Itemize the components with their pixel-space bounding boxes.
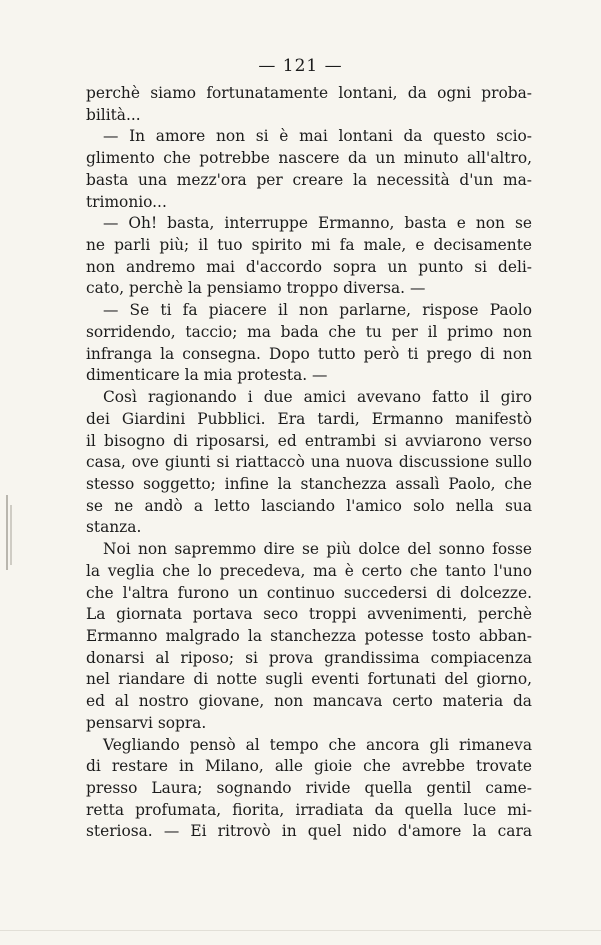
text-line: — In amore non si è mai lontani da questo scio- (103, 127, 532, 146)
text-line: basta una mezz'ora per creare la necessità d'un ma- (86, 170, 532, 189)
text-line: Ermanno malgrado la stanchezza potesse tosto abban- (86, 626, 532, 645)
text-line: Vegliando pensò al tempo che ancora gli rimaneva (103, 735, 532, 754)
text-line: donarsi al riposo; si prova grandissima compiacenza (86, 648, 532, 667)
text-line: dei Giardini Pubblici. Era tardi, Ermanno manifestò (86, 409, 532, 428)
text-line: ne parli più; il tuo spirito mi fa male, e decisamente (86, 236, 532, 255)
margin-mark (10, 505, 12, 565)
text-line: infranga la consegna. Dopo tutto però ti prego di non (86, 344, 532, 363)
text-line: sorridendo, taccio; ma bada che tu per il primo non (86, 322, 532, 341)
text-line: di restare in Milano, alle gioie che avrebbe trovate (86, 757, 532, 776)
text-line: bilità... (86, 105, 141, 124)
text-line: la veglia che lo precedeva, ma è certo che tanto l'uno (86, 561, 532, 580)
text-line: non andremo mai d'accordo sopra un punto si deli- (86, 257, 532, 276)
text-line: Così ragionando i due amici avevano fatto il giro (103, 388, 532, 407)
text-line: pensarvi sopra. (86, 713, 207, 732)
margin-mark (6, 495, 8, 570)
page-edge (0, 930, 601, 931)
text-line: steriosa. — Ei ritrovò in quel nido d'amore la cara (86, 822, 532, 841)
text-line: dimenticare la mia protesta. — (86, 366, 328, 385)
text-line: presso Laura; sognando rivide quella gentil came- (86, 779, 532, 797)
text-line: La giornata portava seco troppi avvenimenti, perchè (86, 605, 532, 624)
text-line: — Se ti fa piacere il non parlarne, rispose Paolo (103, 301, 532, 320)
text-line: retta profumata, fiorita, irradiata da quella luce mi- (86, 800, 532, 819)
text-line: trimonio... (86, 192, 167, 211)
text-line: nel riandare di notte sugli eventi fortunati del giorno, (86, 670, 532, 689)
text-line: — Oh! basta, interruppe Ermanno, basta e non se (103, 214, 532, 233)
page-number: — 121 — (258, 56, 343, 76)
text-line: stesso soggetto; infine la stanchezza assalì Paolo, che (86, 474, 532, 493)
text-line: stanza. (86, 518, 142, 537)
text-line: casa, ove giunti si riattaccò una nuova discussione sullo (86, 453, 532, 472)
text-line: Noi non sapremmo dire se più dolce del sonno fosse (103, 540, 532, 559)
text-line: che l'altra furono un continuo succedersi di dolcezze. (86, 583, 532, 602)
text-line: se ne andò a letto lasciando l'amico solo nella sua (86, 496, 532, 515)
text-line: ed al nostro giovane, non mancava certo materia da (86, 692, 532, 711)
body-text (86, 83, 532, 843)
text-line: glimento che potrebbe nascere da un minuto all'altro, (86, 149, 532, 168)
text-line: cato, perchè la pensiamo troppo diversa. — (86, 279, 426, 298)
text-line: perchè siamo fortunatamente lontani, da ogni proba- (86, 84, 532, 102)
text-line: il bisogno di riposarsi, ed entrambi si avviarono verso (86, 431, 532, 450)
